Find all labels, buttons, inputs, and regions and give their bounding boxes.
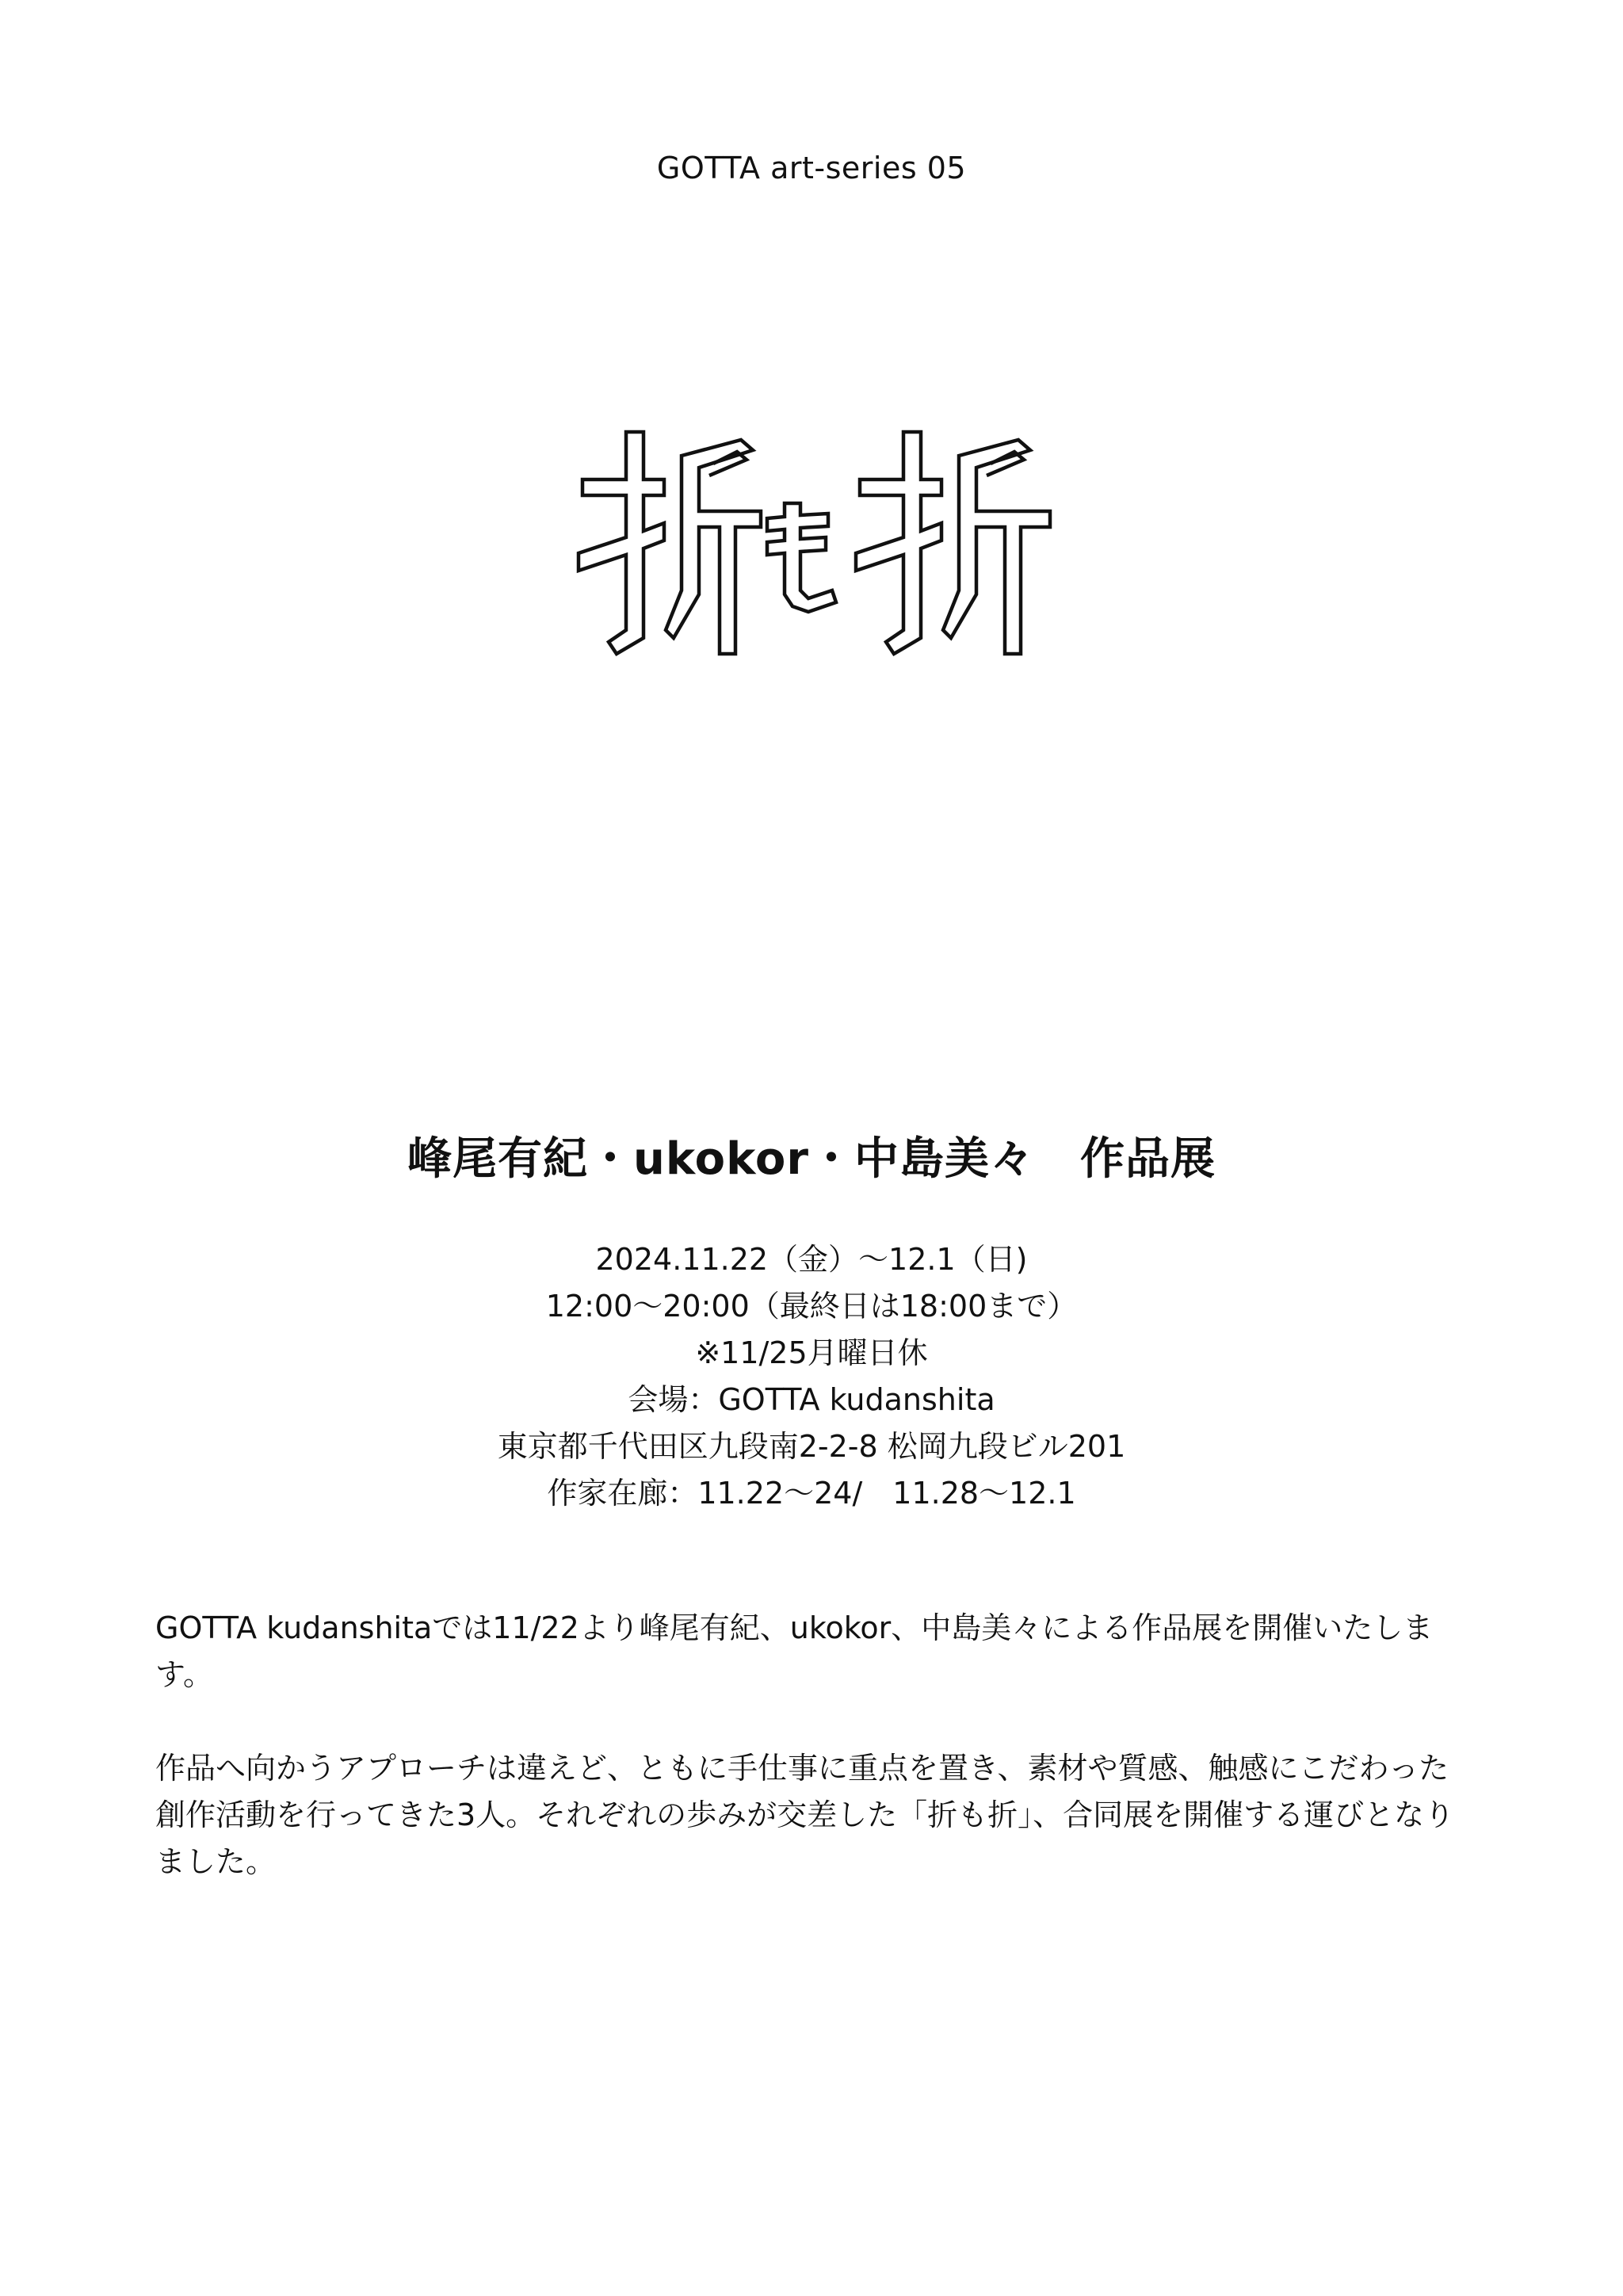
exhibition-dates: 2024.11.22（金）〜12.1（日) [595,1242,1028,1277]
description-paragraph: GOTTA kudanshitaでは11/22より峰尾有紀、ukokor、中島美々による作品展を開催いたしま す。 [155,1610,1434,1692]
artist-presence: 作家在廊：11.22〜24/ 11.28〜12.1 [547,1476,1076,1511]
exhibition-title: 峰尾有紀・ukokor・中島美々 作品展 [407,1133,1216,1185]
logo-glyph-ori-left [579,432,761,654]
exhibition-venue: 会場：GOTTA kudanshita [628,1382,995,1417]
description [155,1605,1471,1932]
exhibition-logo [571,428,1062,658]
exhibition-details [0,1236,1623,1517]
exhibition-address: 東京都千代田区九段南2-2-8 松岡九段ビル201 [497,1429,1126,1464]
logo-glyph-mo [767,503,836,612]
description-paragraph: 作品へ向かうアプローチは違えど、ともに手仕事に重点を置き、素材や質感、触感にこだわった 創作活動を行ってきた3人。それぞれの歩みが交差した「折も折」、合同展を開催する運びとなり ました。 [155,1751,1455,1879]
exhibition-hours: 12:00〜20:00（最終日は18:00まで） [545,1289,1078,1324]
exhibition-closed-day: ※11/25月曜日休 [695,1335,928,1370]
logo-glyph-ori-right [856,432,1050,654]
series-label: GOTTA art-series 05 [656,151,967,185]
